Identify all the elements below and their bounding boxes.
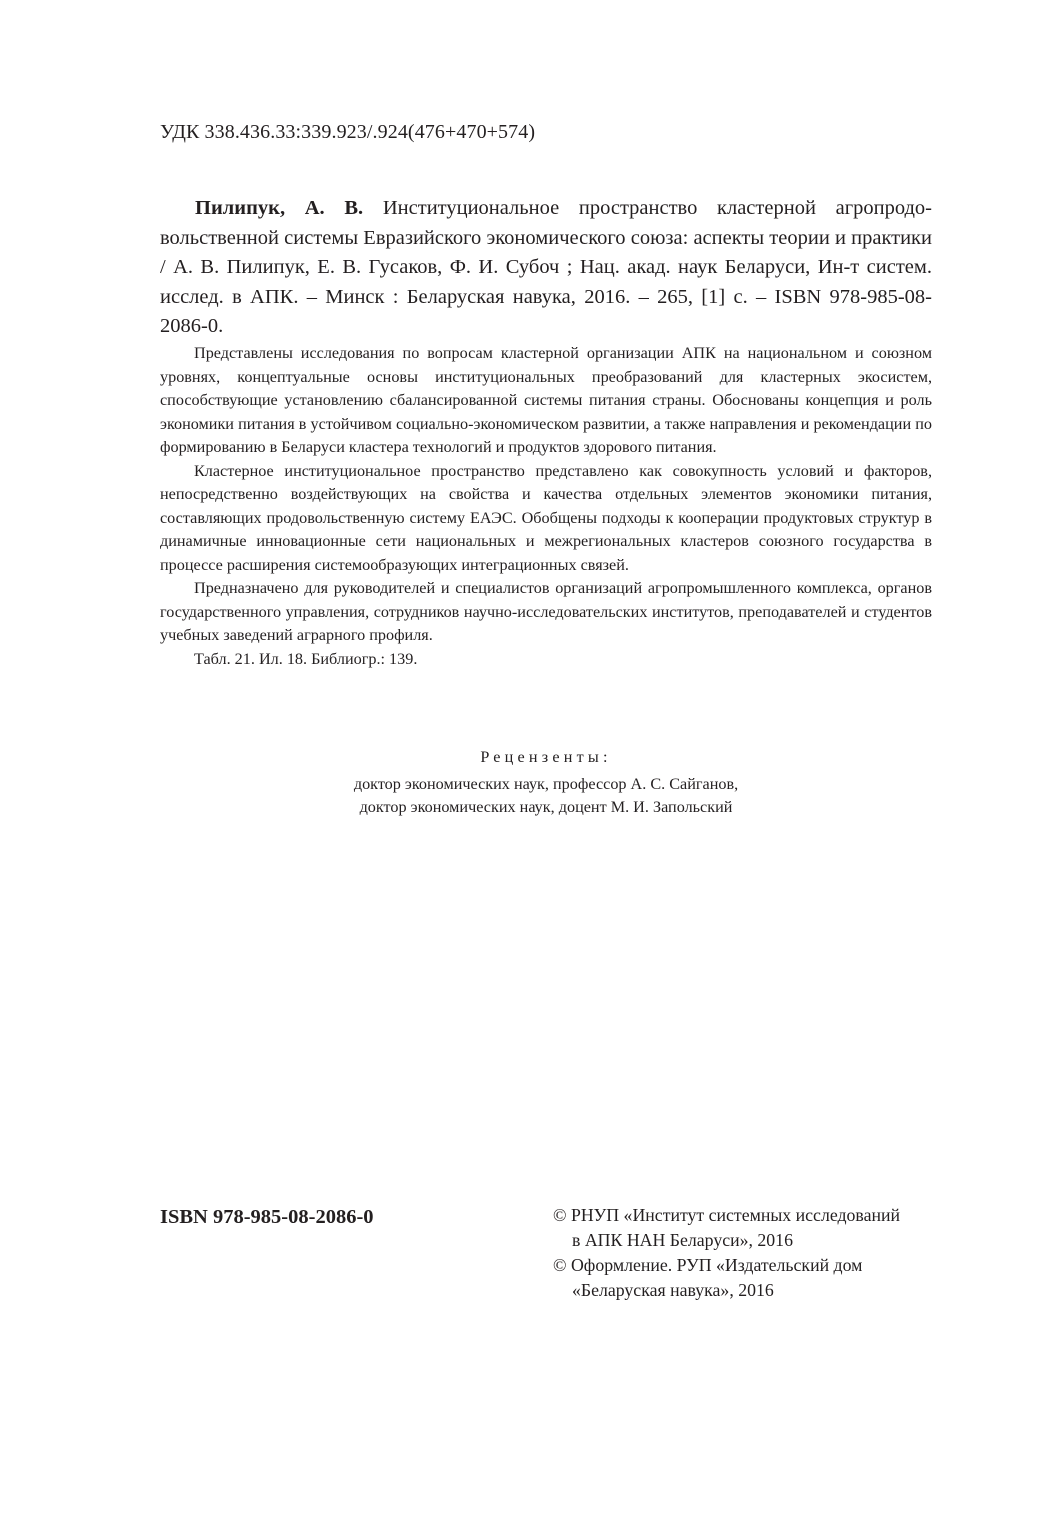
copyright-1-line-2: в АПК НАН Беларуси», 2016 xyxy=(572,1230,793,1250)
abstract xyxy=(160,342,932,671)
abstract-stats: Табл. 21. Ил. 18. Библиогр.: 139. xyxy=(194,649,418,668)
reviewer-2: доктор экономических наук, доцент М. И. Запольский xyxy=(359,798,733,816)
reviewers-heading: Рецензенты: xyxy=(480,748,612,766)
copyright-1-line-1: © РНУП «Институт системных исследований xyxy=(553,1205,901,1225)
copyright-2-line-2: «Беларуская навука», 2016 xyxy=(572,1280,774,1300)
bibliographic-citation xyxy=(160,194,932,342)
abstract-paragraph-3: Предназначено для руководителей и специалистов организаций агропромышленного комплекса, органов государственного управления, сотрудников научно-исследовательских институтов, преподавателей и студентов учебных заведений аграрного профиля. xyxy=(160,579,932,644)
copyright-block xyxy=(553,1203,943,1303)
reviewers-block xyxy=(160,746,932,820)
abstract-paragraph-2: Кластерное институциональное пространство представлено как совокупность условий и факторов, непосредственно воздействующих на свойства и качества отдельных элементов экономики питания, составляющих продовольственную систему ЕАЭС. Обобщены подходы к кооперации продуктовых структур в динамичные инновационные сети национальных и межрегиональных кластеров союзного государства в процессе расширения системообразующих интеграционных связей. xyxy=(160,461,932,574)
udk-code: УДК 338.436.33:339.923/.924(476+470+574) xyxy=(160,121,536,143)
citation-author: Пилипук, А. В. xyxy=(195,197,364,219)
citation-text: Институциональное пространство кластерной агропродовольственной системы Евразийского экономического союза: аспекты теории и практики / А. В. Пилипук, Е. В. Гусаков, Ф. И. Субоч ; Нац. акад. наук Беларуси, Ин-т систем. исслед. в АПК. – Минск : Беларуская навука, 2016. – 265, [1] с. – ISBN 978-985-08-2086-0. xyxy=(160,197,932,337)
abstract-paragraph-1: Представлены исследования по вопросам кластерной организации АПК на национальном и союзном уровнях, концептуальные основы институциональных преобразований для кластерных экосистем, способствующие установлению сбалансированной системы питания страны. Обоснованы концепция и роль экономики питания в устойчивом социально-экономическом развитии, а также направления и рекомендации по формированию в Беларуси кластера технологий и продуктов здорового питания. xyxy=(160,344,932,456)
reviewer-1: доктор экономических наук, профессор А. С. Сайганов, xyxy=(353,774,739,793)
isbn: ISBN 978-985-08-2086-0 xyxy=(160,1206,374,1228)
copyright-2-line-1: © Оформление. РУП «Издательский дом xyxy=(553,1255,863,1275)
